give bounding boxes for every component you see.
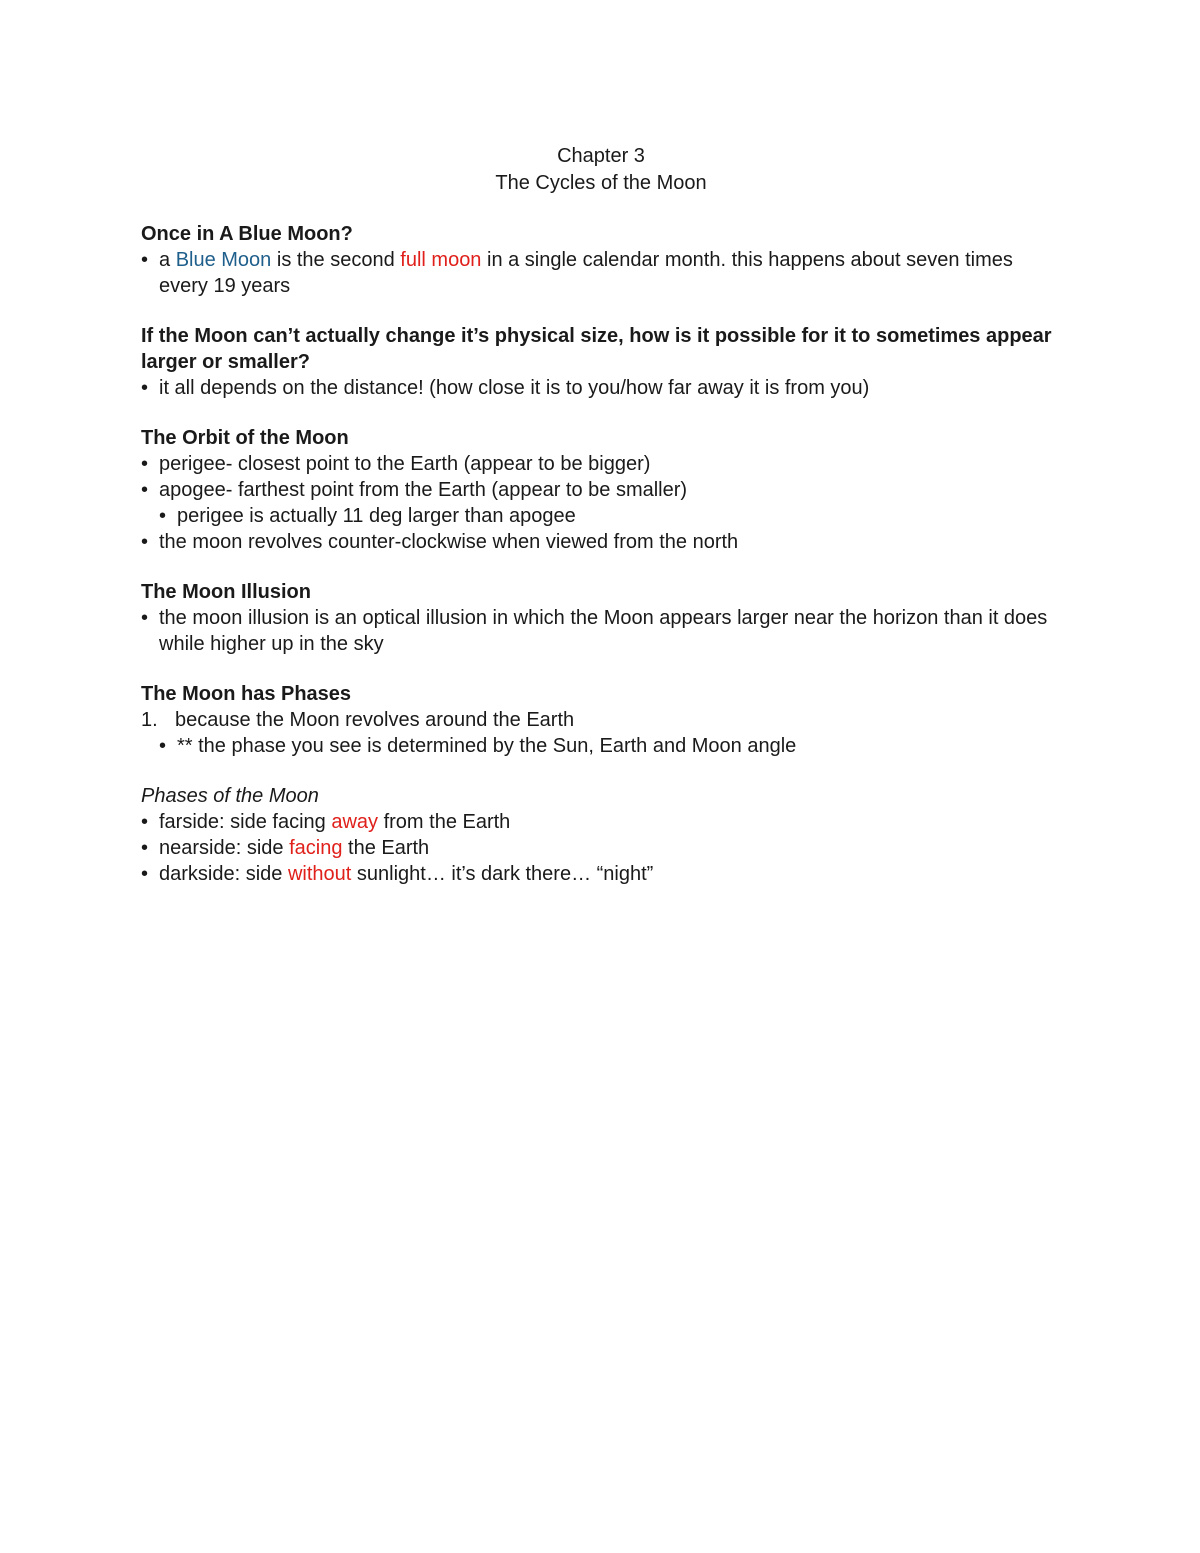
highlight-full-moon: full moon xyxy=(400,249,482,271)
document-page xyxy=(141,143,1061,887)
bullet-item xyxy=(141,835,1061,861)
section-heading: The Orbit of the Moon xyxy=(141,427,349,449)
section-blue-moon xyxy=(141,221,1061,299)
bullet-marker: • xyxy=(141,811,149,833)
section-phases xyxy=(141,681,1061,759)
item-text: it all depends on the distance! (how close it is to you/how far away it is from you) xyxy=(159,377,870,399)
section-size xyxy=(141,323,1061,401)
item-text: the Earth xyxy=(342,837,430,859)
highlight-facing: facing xyxy=(289,837,343,859)
sub-bullet-item xyxy=(159,733,1061,759)
bullet-marker: • xyxy=(141,531,149,553)
highlight-without: without xyxy=(287,863,352,885)
bullet-item xyxy=(141,529,1061,555)
section-heading: Phases of the Moon xyxy=(141,785,319,807)
number-marker: 1. xyxy=(141,709,158,731)
bullet-marker: • xyxy=(141,607,149,629)
bullet-item xyxy=(141,247,1061,299)
chapter-title: The Cycles of the Moon xyxy=(495,172,707,194)
bullet-marker: • xyxy=(141,377,149,399)
item-text: apogee- farthest point from the Earth (appear to be smaller) xyxy=(159,479,688,501)
bullet-item xyxy=(141,375,1061,401)
bullet-marker: • xyxy=(141,479,149,501)
item-text: the moon illusion is an optical illusion in which the Moon appears larger near the horizon than it does while higher up in the sky xyxy=(159,607,1048,655)
bullet-marker: • xyxy=(141,453,149,475)
item-text: is the second xyxy=(271,249,401,271)
item-text: from the Earth xyxy=(378,811,511,833)
bullet-marker: • xyxy=(159,505,167,527)
item-text: sunlight… it’s dark there… “night” xyxy=(351,863,654,885)
item-text: perigee- closest point to the Earth (appear to be bigger) xyxy=(159,453,651,475)
title-block xyxy=(141,143,1061,197)
item-text: a xyxy=(159,249,176,271)
section-phases-of-moon xyxy=(141,783,1061,887)
item-text: the moon revolves counter-clockwise when viewed from the north xyxy=(159,531,739,553)
item-text: nearside: side xyxy=(159,837,290,859)
section-heading: If the Moon can’t actually change it’s physical size, how is it possible for it to sometimes appear larger or smaller? xyxy=(141,325,1052,373)
section-heading: Once in A Blue Moon? xyxy=(141,223,353,245)
section-heading: The Moon Illusion xyxy=(141,581,311,603)
sub-bullet-item xyxy=(159,503,1061,529)
highlight-blue-moon: Blue Moon xyxy=(175,249,272,271)
item-text: farside: side facing xyxy=(159,811,332,833)
bullet-marker: • xyxy=(159,735,167,757)
bullet-marker: • xyxy=(141,863,149,885)
chapter-number: Chapter 3 xyxy=(557,145,645,167)
section-illusion xyxy=(141,579,1061,657)
numbered-item xyxy=(141,707,1061,733)
bullet-item xyxy=(141,477,1061,503)
item-text: in a single calendar month. this happens about seven times every 19 years xyxy=(159,249,1013,297)
highlight-away: away xyxy=(331,811,379,833)
bullet-marker: • xyxy=(141,837,149,859)
item-text: ** the phase you see is determined by the Sun, Earth and Moon angle xyxy=(177,735,797,757)
section-orbit xyxy=(141,425,1061,555)
item-text: because the Moon revolves around the Earth xyxy=(175,709,575,731)
bullet-item xyxy=(141,809,1061,835)
item-text: perigee is actually 11 deg larger than apogee xyxy=(177,505,576,527)
bullet-item xyxy=(141,605,1061,657)
bullet-item xyxy=(141,861,1061,887)
section-heading: The Moon has Phases xyxy=(141,683,352,705)
item-text: darkside: side xyxy=(159,863,288,885)
bullet-marker: • xyxy=(141,249,149,271)
bullet-item xyxy=(141,451,1061,477)
